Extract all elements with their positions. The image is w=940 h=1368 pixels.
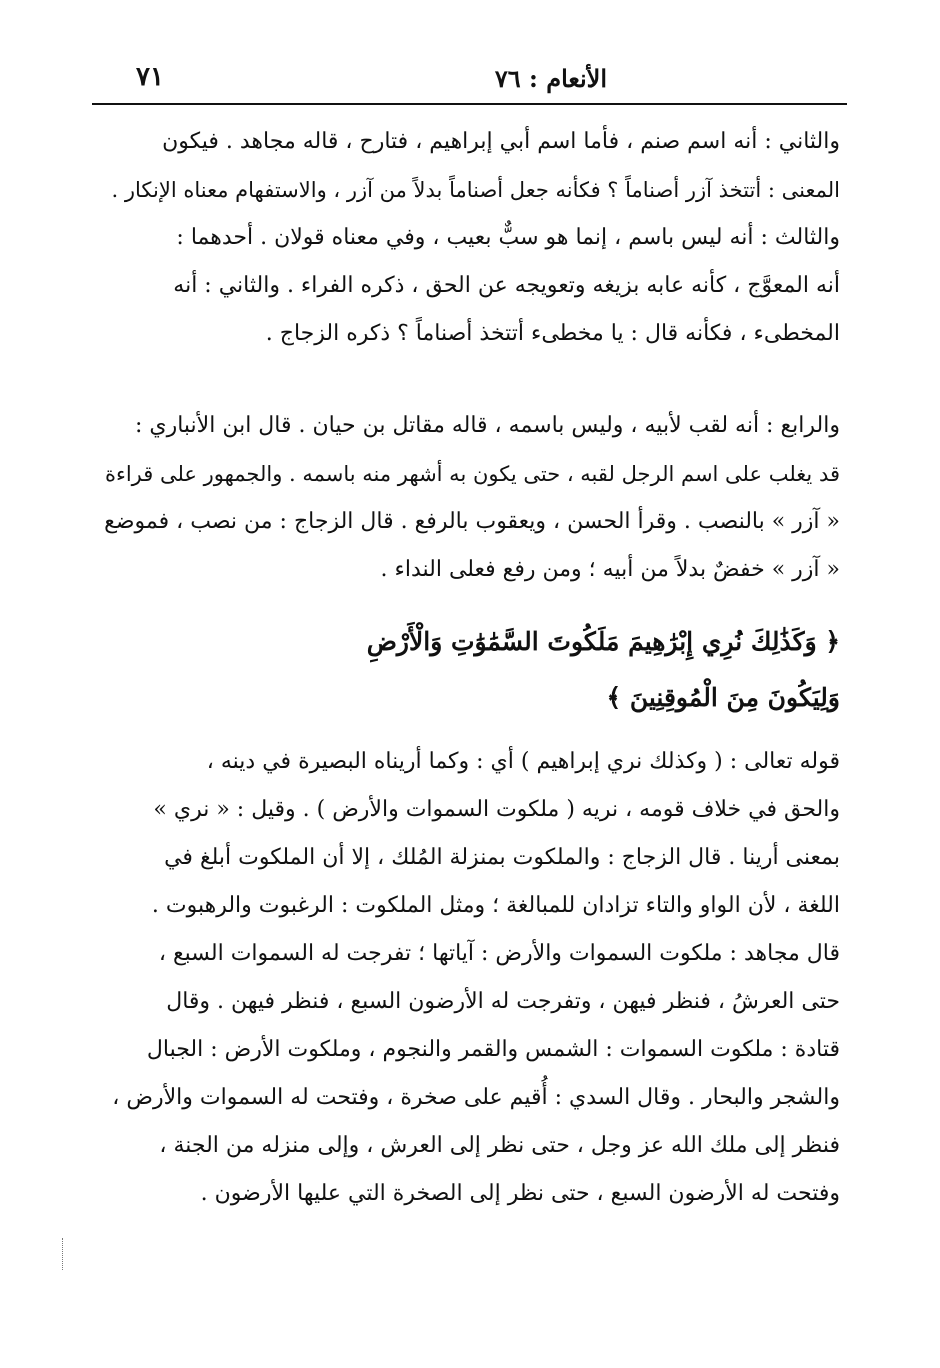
running-title: الأنعام : ٧٦ (494, 64, 607, 93)
paragraph-fourth-opinion (100, 402, 840, 594)
text-line: حتى العرشُ ، فنظر فيهن ، وتفرجت له الأرضون السبع ، فنظر فيهن . وقال (166, 989, 840, 1014)
text-line: بمعنى أرينا . قال الزجاج : والملكوت بمنزلة المُلك ، إلا أن الملكوت أبلغ في (164, 845, 840, 870)
text-line: أنه المعوَّج ، كأنه عابه بزيغه وتعويجه عن الحق ، ذكره الفراء . والثاني : أنه (173, 273, 840, 298)
text-line: « آزر » خفضٌ بدلاً من أبيه ؛ ومن رفع فعلى النداء . (380, 557, 840, 582)
header-divider (92, 103, 847, 105)
text-line: المعنى : أتتخذ آزر أصناماً ؟ فكأنه جعل أصناماً بدلاً من آزر ، والاستفهام معناه الإنكار . (111, 178, 840, 202)
text-line: والثالث : أنه ليس باسم ، إنما هو سبٌّ بعيب ، وفي معناه قولان . أحدهما : (176, 225, 840, 250)
text-line: والثاني : أنه اسم صنم ، فأما اسم أبي إبراهيم ، فتارح ، قاله مجاهد . فيكون (162, 129, 840, 154)
text-line: المخطىء ، فكأنه قال : يا مخطىء أتتخذ أصناماً ؟ ذكره الزجاج . (265, 321, 840, 346)
text-line: والشجر والبحار . وقال السدي : أُقيم على صخرة ، وفتحت له السموات والأرض ، (112, 1085, 840, 1110)
text-line: اللغة ، لأن الواو والتاء تزادان للمبالغة ؛ ومثل الملكوت : الرغبوت والرهبوت . (151, 893, 840, 918)
verse-line: وَلِيَكُونَ مِنَ الْمُوقِنِينَ ﴾ (606, 683, 840, 712)
text-line: والرابع : أنه لقب لأبيه ، وليس باسمه ، قاله مقاتل بن حيان . قال ابن الأنباري : (134, 413, 840, 438)
verse-line: ﴿ وَكَذَٰلِكَ نُرِي إِبْرَٰهِيمَ مَلَكُوتَ السَّمَٰوَٰتِ وَالْأَرْضِ (366, 627, 840, 656)
text-line: قد يغلب على اسم الرجل لقبه ، حتى يكون به أشهر منه باسمه . والجمهور على قراءة (104, 462, 840, 486)
text-line: فنظر إلى ملك الله عز وجل ، حتى نظر إلى العرش ، وإلى منزله من الجنة ، (159, 1133, 840, 1158)
margin-scan-mark (62, 1238, 65, 1270)
text-line: قال مجاهد : ملكوت السموات والأرض : آياتها ؛ تفرجت له السموات السبع ، (158, 941, 840, 966)
page-header (92, 60, 847, 100)
paragraph-third-opinion (100, 118, 840, 358)
text-line: والحق في خلاف قومه ، نريه ( ملكوت السموات والأرض ) . وقيل : « نري » (153, 797, 840, 822)
page-number: ٧١ (136, 62, 164, 92)
quran-verse (100, 614, 840, 726)
text-line: قوله تعالى : ( وكذلك نري إبراهيم ) أي : وكما أريناه البصيرة في دينه ، (206, 749, 840, 774)
text-line: قتادة : ملكوت السموات : الشمس والقمر والنجوم ، وملكوت الأرض : الجبال (146, 1037, 840, 1062)
paragraph-commentary (100, 738, 840, 1218)
text-line: وفتحت له الأرضون السبع ، حتى نظر إلى الصخرة التي عليها الأرضون . (200, 1181, 840, 1206)
text-line: « آزر » بالنصب . وقرأ الحسن ، ويعقوب بالرفع . قال الزجاج : من نصب ، فموضع (104, 509, 840, 534)
